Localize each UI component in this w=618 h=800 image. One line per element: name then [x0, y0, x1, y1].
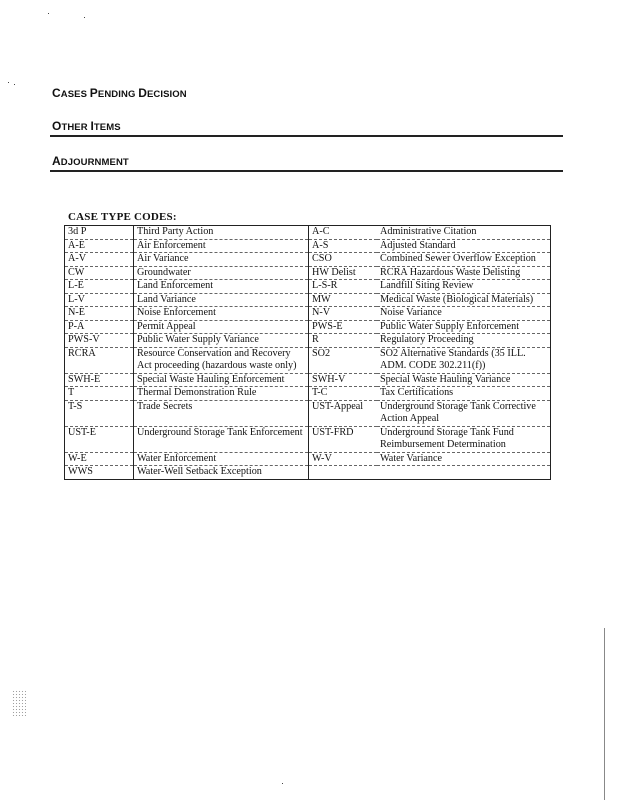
- table-row: [65, 334, 551, 348]
- table-cell-code2: UST-FRD: [312, 426, 354, 438]
- table-cell-desc: Groundwater: [134, 266, 309, 280]
- scan-speck: [84, 17, 85, 18]
- scan-speck: [8, 82, 9, 83]
- table-row: [65, 266, 551, 280]
- table-cell-code2: CSO: [312, 253, 332, 264]
- table-row: [65, 280, 551, 294]
- table-row: [65, 466, 551, 480]
- table-cell-code2: A-S: [312, 239, 329, 251]
- table-row: [65, 253, 551, 267]
- heading-text: ENDING: [97, 89, 139, 100]
- table-cell-desc2: Adjusted Standard: [380, 239, 456, 251]
- heading-text: DJOURNMENT: [60, 157, 129, 168]
- heading-other-items: [52, 119, 563, 133]
- heading-text: ASES: [60, 89, 90, 100]
- table-cell-code: N-E: [65, 307, 134, 321]
- table-cell-desc2: Regulatory Proceeding: [380, 334, 474, 345]
- heading-letter: P: [89, 86, 98, 100]
- table-cell-desc2: Underground Storage Tank Corrective Action Appeal: [380, 400, 536, 424]
- table-cell-desc: Public Water Supply Variance: [134, 334, 309, 348]
- table-cell-desc: Special Waste Hauling Enforcement: [134, 373, 309, 387]
- scan-speck: [48, 13, 49, 14]
- table-cell-desc: Land Variance: [134, 293, 309, 307]
- table-cell-desc2: Administrative Citation: [380, 226, 477, 237]
- table-cell-code: L-V: [65, 293, 134, 307]
- table-cell-code: CW: [65, 266, 134, 280]
- divider-rule: [50, 170, 563, 172]
- table-row: [65, 320, 551, 334]
- table-cell-code: A-E: [65, 239, 134, 253]
- table-row: [65, 239, 551, 253]
- table-row: [65, 226, 551, 240]
- heading-adjournment: [52, 154, 563, 168]
- heading-letter: C: [52, 86, 61, 100]
- table-cell-code: 3d P: [65, 226, 134, 240]
- heading-letter: I: [90, 119, 94, 133]
- table-cell-code2: UST-Appeal: [312, 400, 364, 412]
- table-cell-code: WWS: [65, 466, 134, 480]
- table-cell-code: PWS-V: [65, 334, 134, 348]
- table-cell-code2: HW Delist: [312, 266, 356, 278]
- table-cell-code2: PWS-E: [312, 320, 343, 332]
- table-cell-code2: MW: [312, 293, 331, 305]
- table-row: [65, 387, 551, 401]
- table-cell-code: A-V: [65, 253, 134, 267]
- divider-rule: [50, 135, 563, 137]
- table-row: [65, 347, 551, 373]
- table-cell-desc2: Medical Waste (Biological Materials): [380, 293, 534, 305]
- table-cell-desc2: Combined Sewer Overflow Exception: [380, 253, 536, 264]
- table-cell-code: P-A: [65, 320, 134, 334]
- table-cell-desc: Trade Secrets: [134, 400, 309, 426]
- heading-text: THER: [61, 122, 91, 133]
- table-cell-desc: Water Enforcement: [134, 452, 309, 466]
- table-cell-code2: L-S-R: [312, 280, 338, 291]
- heading-text: ECISION: [146, 89, 187, 100]
- table-row: [65, 426, 551, 452]
- table-cell-desc2: Special Waste Hauling Variance: [380, 373, 511, 385]
- table-cell-code: L-E: [65, 280, 134, 294]
- scan-speck: [282, 783, 283, 784]
- table-cell-code: W-E: [65, 452, 134, 466]
- table-cell-code2: W-V: [312, 452, 332, 464]
- table-cell-desc2: Water Variance: [380, 452, 443, 464]
- table-cell-desc2: Tax Certifications: [380, 387, 454, 398]
- table-cell-code: UST-E: [65, 426, 134, 452]
- table-cell-desc2: Noise Variance: [380, 307, 442, 318]
- table-cell-desc: Air Variance: [134, 253, 309, 267]
- table-cell-desc2: [377, 466, 551, 480]
- case-type-codes-table: [64, 225, 551, 480]
- case-type-codes-title: CASE TYPE CODES:: [68, 211, 177, 223]
- scan-speck: [14, 84, 15, 85]
- table-cell-desc2: RCRA Hazardous Waste Delisting: [380, 266, 521, 278]
- heading-letter: A: [52, 154, 61, 168]
- table-cell-code2: SO2: [312, 347, 331, 359]
- table-cell-code2: T-C: [312, 387, 328, 398]
- table-cell-desc: Underground Storage Tank Enforcement: [134, 426, 309, 452]
- table-row: [65, 293, 551, 307]
- table-cell-desc: Air Enforcement: [134, 239, 309, 253]
- table-cell-code: T-S: [65, 400, 134, 426]
- table-cell-desc2: Public Water Supply Enforcement: [380, 320, 520, 332]
- table-cell-desc: Land Enforcement: [134, 280, 309, 294]
- table-cell-code2: N-V: [312, 307, 331, 318]
- table-cell-code: RCRA: [65, 347, 134, 373]
- table-row: [65, 373, 551, 387]
- table-cell-code2: R: [312, 334, 319, 345]
- table-row: [65, 400, 551, 426]
- table-cell-desc2: Landfill Siting Review: [380, 280, 474, 291]
- table-cell-code2: [309, 466, 378, 480]
- scan-edge-line: [604, 628, 605, 800]
- table-cell-desc: Resource Conservation and Recovery Act proceeding (hazardous waste only): [134, 347, 309, 373]
- table-row: [65, 307, 551, 321]
- table-cell-desc: Noise Enforcement: [134, 307, 309, 321]
- heading-letter: D: [138, 86, 147, 100]
- table-cell-code: T: [65, 387, 134, 401]
- table-cell-desc2: SO2 Alternative Standards (35 ILL. ADM. CODE 302.211(f)): [380, 347, 526, 371]
- table-row: [65, 452, 551, 466]
- table-cell-code2: A-C: [312, 226, 330, 237]
- table-cell-code: SWH-E: [65, 373, 134, 387]
- heading-cases-pending-decision: [52, 86, 563, 100]
- table-cell-desc2: Underground Storage Tank Fund Reimbursement Determination: [380, 426, 514, 450]
- heading-letter: O: [52, 119, 62, 133]
- table-cell-desc: Thermal Demonstration Rule: [134, 387, 309, 401]
- table-cell-desc: Permit Appeal: [134, 320, 309, 334]
- heading-text: TEMS: [93, 122, 121, 133]
- table-cell-desc: Water-Well Setback Exception: [134, 466, 309, 480]
- table-cell-code2: SWH-V: [312, 373, 346, 385]
- scan-noise: [12, 690, 26, 716]
- table-cell-desc: Third Party Action: [134, 226, 309, 240]
